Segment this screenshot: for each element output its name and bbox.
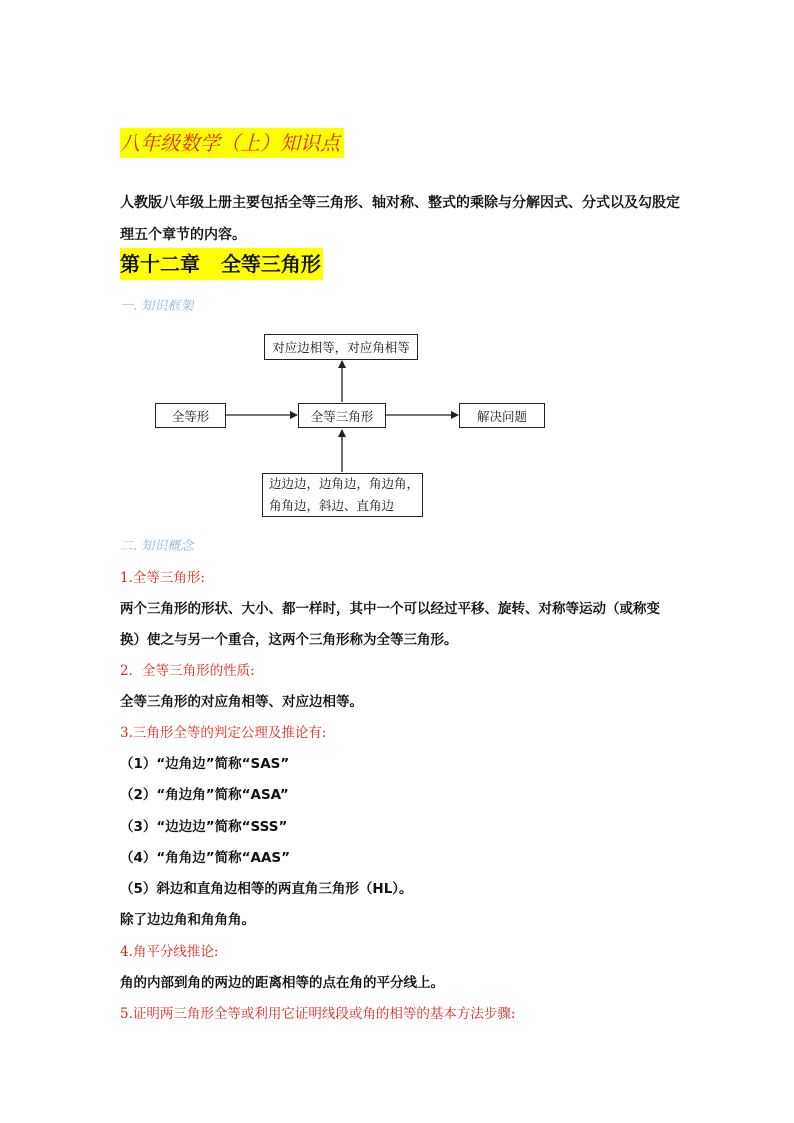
diagram-box-bottom-line-1: 边边边，边角边，角边角， — [269, 476, 420, 491]
heading-criteria: 3.三角形全等的判定公理及推论有: — [120, 725, 327, 741]
section-knowledge-concepts: 二. 知识概念 — [120, 539, 194, 554]
document-title: 八年级数学（上）知识点 — [120, 128, 344, 158]
criteria-asa: （2）“角边角”简称“ASA” — [120, 787, 289, 803]
section-knowledge-framework: 一. 知识框架 — [120, 299, 194, 314]
paragraph-definition-line-2: 换）使之与另一个重合，这两个三角形称为全等三角形。 — [120, 632, 458, 648]
diagram-box-right: 解决问题 — [459, 403, 545, 428]
paragraph-angle-bisector: 角的内部到角的两边的距离相等的点在角的平分线上。 — [120, 975, 444, 991]
paragraph-definition-line-1: 两个三角形的形状、大小、都一样时，其中一个可以经过平移、旋转、对称等运动（或称变 — [120, 601, 660, 617]
intro-line-1: 人教版八年级上册主要包括全等三角形、轴对称、整式的乘除与分解因式、分式以及勾股定 — [120, 195, 680, 211]
chapter-title: 第十二章 全等三角形 — [120, 248, 323, 280]
paragraph-exceptions: 除了边边角和角角角。 — [120, 912, 255, 928]
heading-properties: 2．全等三角形的性质: — [120, 663, 255, 679]
paragraph-properties: 全等三角形的对应角相等、对应边相等。 — [120, 694, 363, 710]
diagram-box-left: 全等形 — [155, 403, 226, 428]
criteria-aas: （4）“角角边”简称“AAS” — [120, 850, 291, 866]
heading-proof-steps: 5.证明两三角形全等或利用它证明线段或角的相等的基本方法步骤: — [120, 1006, 516, 1022]
diagram-box-bottom — [262, 473, 423, 517]
criteria-sas: （1）“边角边”简称“SAS” — [120, 756, 290, 772]
diagram-box-top: 对应边相等，对应角相等 — [264, 334, 418, 360]
diagram-box-bottom-line-2: 角角边，斜边、直角边 — [269, 498, 395, 513]
criteria-sss: （3）“边边边”简称“SSS” — [120, 819, 288, 835]
criteria-hl: （5）斜边和直角边相等的两直角三角形（HL）。 — [120, 881, 413, 897]
diagram-box-center: 全等三角形 — [298, 403, 386, 428]
intro-line-2: 理五个章节的内容。 — [120, 227, 246, 243]
heading-angle-bisector: 4.角平分线推论: — [120, 944, 219, 960]
heading-congruent-triangles: 1.全等三角形: — [120, 570, 205, 586]
